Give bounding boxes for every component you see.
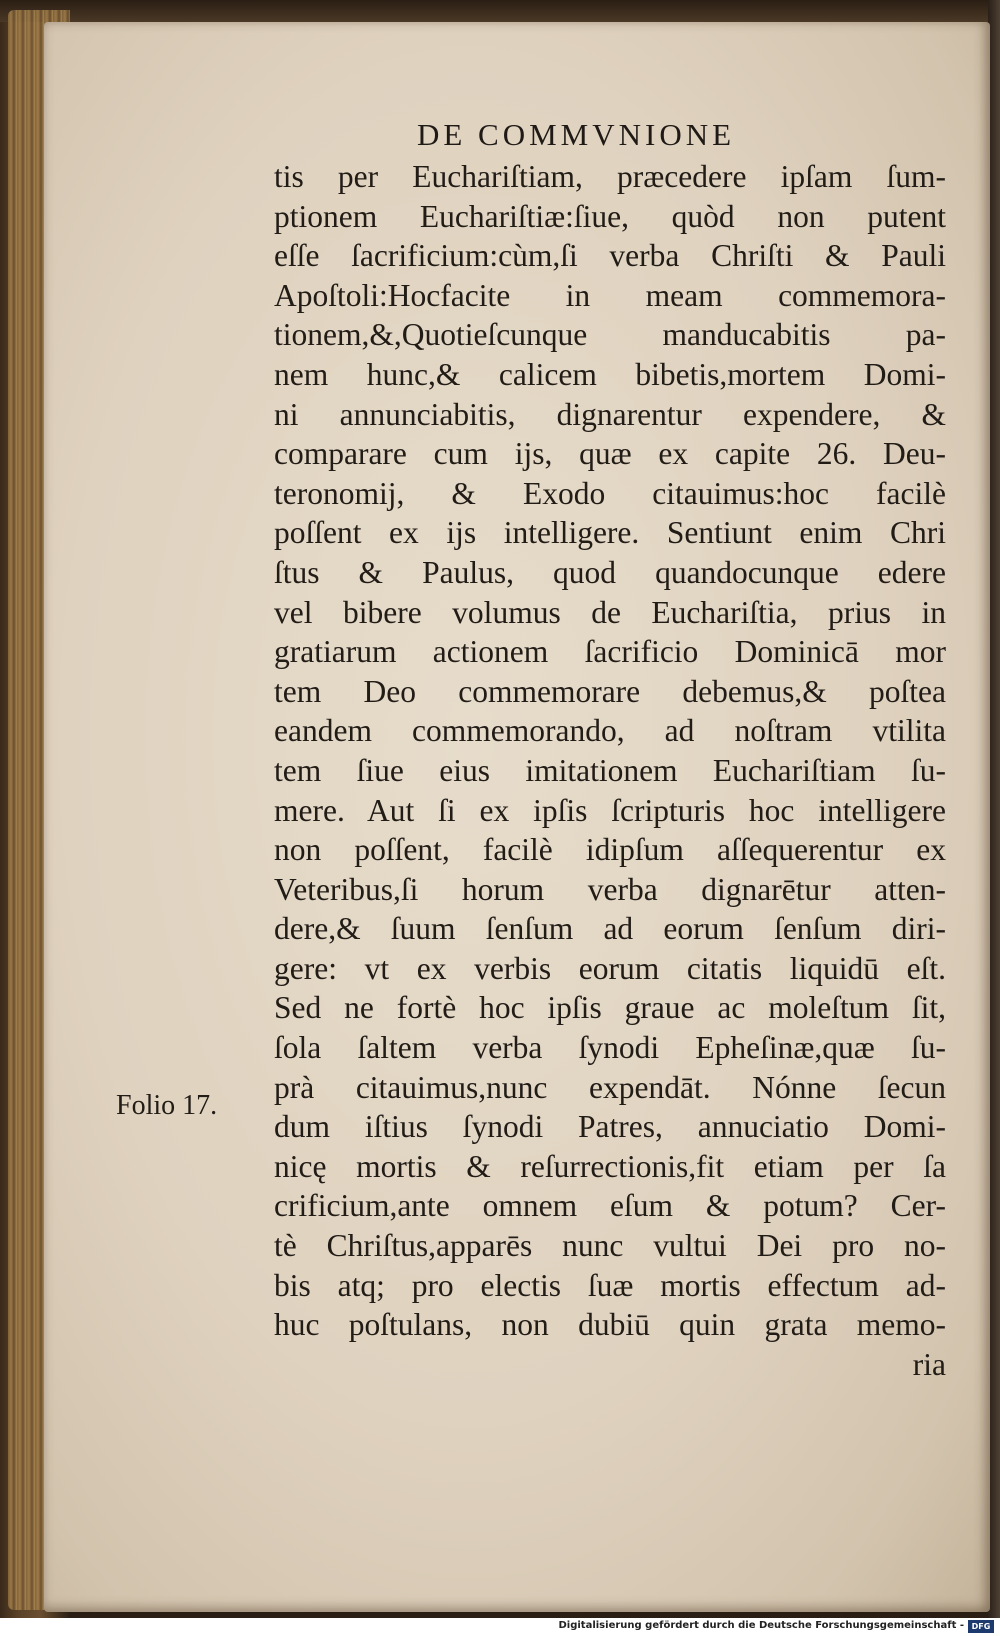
text-line: tionem,&,Quotieſcunque manducabitis pa- (274, 317, 946, 353)
text-line: dere,& ſuum ſenſum ad eorum ſenſum diri- (274, 911, 946, 947)
text-line: poſſent ex ijs intelligere. Sentiunt enim Chri (274, 515, 946, 551)
text-line: nem hunc,& calicem bibetis,mortem Domi- (274, 356, 946, 392)
text-line: bis atq; pro electis ſuæ mortis effectum ad- (274, 1267, 946, 1303)
text-line: tis per Euchariſtiam, præcedere ipſam ſum- (274, 159, 946, 194)
text-line: non poſſent, facilè idipſum aſſequerentur ex (274, 832, 946, 868)
text-line: prà citauimus,nunc expendāt. Nónne ſecun (274, 1069, 946, 1105)
margin-note: Folio 17. (116, 1090, 218, 1121)
text-line: comparare cum ijs, quæ ex capite 26. Deu- (274, 436, 946, 472)
text-line: Apoſtoli:Hocfacite in meam commemora- (274, 277, 946, 313)
catchword: ria (912, 1346, 946, 1382)
text-line: gere: vt ex verbis eorum citatis liquidū eſt. (274, 950, 946, 986)
text-line: nicę mortis & reſurrectionis,fit etiam per ſa (274, 1148, 946, 1184)
running-head: DE COMMVNIONE (416, 117, 736, 152)
body-text (274, 157, 946, 1384)
text-line: dum iſtius ſynodi Patres, annuciatio Domi- (274, 1109, 946, 1145)
text-line: ſola ſaltem verba ſynodi Epheſinæ,quæ ſu- (274, 1030, 946, 1066)
text-line: tem Deo commemorare debemus,& poſtea (274, 673, 946, 709)
text-line: mere. Aut ſi ex ipſis ſcripturis hoc intelligere (274, 792, 946, 828)
text-line: teronomij, & Exodo citauimus:hoc facilè (274, 475, 946, 511)
text-line: tè Chriſtus,apparēs nunc vultui Dei pro no- (274, 1228, 946, 1264)
text-line: huc poſtulans, non dubiū quin grata memo- (274, 1307, 946, 1343)
text-line: ſtus & Paulus, quod quandocunque edere (274, 554, 946, 590)
text-line: gratiarum actionem ſacrificio Dominicā mor (274, 634, 946, 670)
text-line: tem ſiue eius imitationem Euchariſtiam ſu- (274, 752, 946, 788)
dfg-logo-icon: DFG (968, 1620, 994, 1633)
text-line: Veteribus,ſi horum verba dignarētur atten- (274, 871, 946, 907)
text-line: ni annunciabitis, dignarentur expendere, & (274, 396, 946, 432)
text-line: ptionem Euchariſtiæ:ſiue, quòd non putent (274, 198, 946, 234)
text-line: Sed ne fortè hoc ipſis graue ac moleſtum ſit, (274, 990, 946, 1026)
text-line: eandem commemorando, ad noſtram vtilita (274, 713, 946, 749)
book-page (44, 22, 990, 1612)
text-line: vel bibere volumus de Euchariſtia, prius in (274, 594, 946, 630)
footer-credit: Digitalisierung gefördert durch die Deutsche Forschungsgemeinschaft - (558, 1620, 964, 1631)
text-line: crificium,ante omnem eſum & potum? Cer- (274, 1188, 946, 1224)
scan-top-edge (0, 0, 1000, 22)
text-line: eſſe ſacrificium:cùm,ſi verba Chriſti & Pauli (274, 238, 946, 274)
